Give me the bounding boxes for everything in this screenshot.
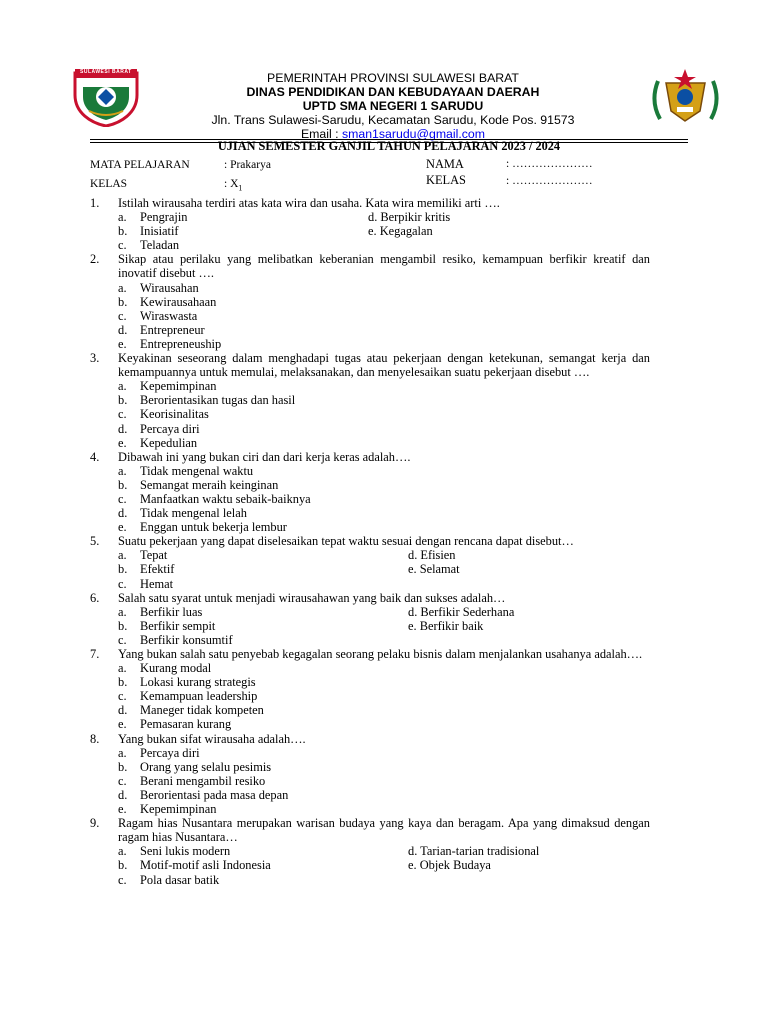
answer-option[interactable]: d. Berfikir Sederhana (408, 604, 515, 619)
question-number: 6. (90, 590, 100, 605)
education-logo (648, 67, 723, 129)
option-text: Maneger tidak kompeten (140, 703, 264, 718)
question-number: 1. (90, 196, 100, 210)
answer-option[interactable] (118, 788, 650, 802)
answer-option[interactable] (118, 703, 650, 717)
option-text: Semangat meraih keinginan (140, 477, 279, 492)
option-text: Berfikir sempit (140, 618, 216, 633)
option-text: Manfaatkan waktu sebaik-baiknya (140, 491, 311, 506)
subject-label: MATA PELAJARAN (90, 159, 190, 171)
answer-option[interactable]: d. Efisien (408, 548, 456, 563)
email-label: Email : (300, 127, 342, 141)
question-item (90, 816, 650, 886)
option-letter: c. (118, 689, 127, 704)
option-text: Entrepreneuship (140, 336, 222, 351)
answer-option[interactable] (118, 295, 650, 309)
option-letter: b. (118, 618, 128, 633)
question-item (90, 732, 650, 817)
option-text: Tidak mengenal lelah (140, 506, 247, 521)
answer-options (118, 548, 650, 590)
option-letter: c. (118, 872, 127, 887)
option-text: Berorientasi pada masa depan (140, 787, 289, 802)
answer-options (118, 605, 650, 647)
answer-option[interactable] (118, 520, 650, 534)
option-letter: c. (118, 407, 127, 422)
class-value: : $X_1$ (224, 178, 243, 193)
answer-option[interactable] (118, 633, 408, 647)
answer-option[interactable] (118, 492, 650, 506)
answer-option[interactable] (118, 210, 368, 224)
option-letter: b. (118, 675, 128, 690)
option-text: Kepedulian (140, 435, 198, 450)
answer-option[interactable] (118, 802, 650, 816)
class-subscript: 1 (238, 183, 243, 193)
option-letter: b. (118, 759, 128, 774)
option-text: Entrepreneur (140, 322, 205, 337)
option-text: Kemampuan leadership (140, 689, 258, 704)
option-letter: e. (118, 717, 127, 732)
option-letter: e. (118, 336, 127, 351)
answer-option[interactable] (118, 422, 650, 436)
answer-option[interactable] (118, 478, 650, 492)
option-letter: e. (118, 435, 127, 450)
answer-option[interactable]: d. Berpikir kritis (368, 210, 451, 225)
option-text: Kewirausahaan (140, 294, 217, 309)
option-letter: d. (118, 787, 128, 802)
answer-options (118, 379, 650, 449)
option-text: Teladan (140, 238, 180, 253)
option-text: Pengrajin (140, 210, 188, 225)
option-text: Hemat (140, 576, 174, 591)
option-text: Kurang modal (140, 661, 212, 676)
option-letter: c. (118, 238, 127, 253)
answer-option[interactable] (118, 323, 650, 337)
answer-option[interactable] (118, 873, 408, 887)
option-letter: d. (118, 421, 128, 436)
question-text: Dibawah ini yang bukan ciri dan dari kerja keras adalah…. (118, 449, 411, 464)
answer-option[interactable]: e. Kegagalan (368, 224, 433, 239)
option-letter: a. (118, 604, 127, 619)
answer-option[interactable] (118, 224, 368, 238)
subject-value: : Prakarya (224, 159, 271, 171)
question-text: Salah satu syarat untuk menjadi wirausahawan yang baik dan sukses adalah… (118, 590, 506, 605)
option-text: Efektif (140, 562, 175, 577)
government-title: PEMERINTAH PROVINSI SULAWESI BARAT (267, 71, 519, 85)
option-text: Orang yang selalu pesimis (140, 759, 272, 774)
option-text: Wiraswasta (140, 308, 198, 323)
province-logo (71, 67, 141, 127)
question-number: 8. (90, 731, 100, 746)
option-text: Berani mengambil resiko (140, 773, 266, 788)
option-letter: e. (118, 802, 127, 817)
answer-option[interactable] (118, 337, 650, 351)
answer-option[interactable] (118, 464, 650, 478)
option-letter: a. (118, 463, 127, 478)
question-item (90, 351, 650, 450)
question-text: Istilah wirausaha terdiri atas kata wira dan usaha. Kata wira memiliki arti …. (118, 196, 500, 210)
question-text: Yang bukan salah satu penyebab kegagalan seorang pelaku bisnis dalam menjalankan usahanya adalah…. (118, 647, 643, 661)
option-letter: b. (118, 858, 128, 873)
option-letter: c. (118, 773, 127, 788)
option-letter: a. (118, 661, 127, 676)
answer-option[interactable] (118, 407, 650, 421)
option-letter: d. (118, 506, 128, 521)
option-letter: b. (118, 393, 128, 408)
answer-options (118, 281, 650, 351)
option-letter: c. (118, 632, 127, 647)
answer-option[interactable] (118, 562, 408, 576)
option-letter: b. (118, 562, 128, 577)
answer-option[interactable] (118, 506, 650, 520)
option-text: Kepemimpinan (140, 802, 217, 817)
question-item (90, 647, 650, 732)
question-number: 4. (90, 449, 100, 464)
question-item (90, 534, 650, 590)
answer-option[interactable] (118, 238, 368, 252)
question-number: 3. (90, 351, 100, 366)
name-field[interactable]: : ………………… (506, 158, 593, 170)
department-title: DINAS PENDIDIKAN DAN KEBUDAYAAN DAERAH (246, 85, 540, 99)
answer-option[interactable] (118, 393, 650, 407)
question-number: 2. (90, 252, 100, 267)
question-list (90, 196, 650, 887)
question-text: Sikap atau perilaku yang melibatkan keberanian mengambil resiko, kemampuan berfikir kreatif dan inovatif disebut …. (118, 252, 650, 281)
option-letter: c. (118, 491, 127, 506)
answer-options (118, 844, 650, 886)
exam-title: UJIAN SEMESTER GANJIL TAHUN PELAJARAN 2023 / 2024 (217, 139, 561, 153)
option-letter: a. (118, 280, 127, 295)
answer-option[interactable]: e. Berfikir baik (408, 618, 484, 633)
email-link[interactable]: sman1sarudu@gmail.com (341, 127, 486, 141)
option-text: Pola dasar batik (140, 872, 220, 887)
question-text: Suatu pekerjaan yang dapat diselesaikan tepat waktu sesuai dengan rencana dapat disebut… (118, 534, 574, 549)
class2-field[interactable]: : ………………… (506, 175, 593, 187)
answer-option[interactable] (118, 436, 650, 450)
answer-options (118, 210, 650, 252)
question-item (90, 252, 650, 351)
school-address: Jln. Trans Sulawesi-Sarudu, Kecamatan Sarudu, Kode Pos. 91573 (211, 113, 575, 127)
option-text: Pemasaran kurang (140, 717, 232, 732)
option-text: Tepat (140, 548, 168, 563)
option-text: Motif-motif asli Indonesia (140, 858, 271, 873)
option-text: Percaya diri (140, 745, 200, 760)
option-letter: c. (118, 576, 127, 591)
option-letter: a. (118, 548, 127, 563)
answer-option[interactable] (118, 675, 650, 689)
option-letter: b. (118, 224, 128, 239)
class-label: KELAS (90, 178, 128, 190)
option-letter: a. (118, 745, 127, 760)
answer-option[interactable] (118, 605, 408, 619)
question-text: Yang bukan sifat wirausaha adalah…. (118, 731, 306, 746)
option-letter: d. (118, 703, 128, 718)
answer-option[interactable] (118, 548, 408, 562)
option-letter: b. (118, 294, 128, 309)
answer-option[interactable] (118, 858, 408, 872)
answer-options (118, 746, 650, 816)
option-text: Keorisinalitas (140, 407, 209, 422)
option-letter: a. (118, 379, 127, 394)
answer-option[interactable]: d. Tarian-tarian tradisional (408, 844, 540, 859)
answer-option[interactable] (118, 281, 650, 295)
answer-option[interactable]: e. Selamat (408, 562, 460, 577)
answer-option[interactable] (118, 577, 408, 591)
logo-text: SULAWESI BARAT (80, 69, 132, 75)
answer-option[interactable] (118, 746, 650, 760)
class2-label: KELAS (426, 173, 466, 187)
answer-option[interactable] (118, 717, 650, 731)
question-text: Ragam hias Nusantara merupakan warisan budaya yang kaya dan beragam. Apa yang dimaksud dengan ragam hias Nusantara… (118, 816, 650, 845)
option-text: Berfikir luas (140, 604, 203, 619)
answer-option[interactable] (118, 379, 650, 393)
answer-options (118, 661, 650, 731)
answer-option[interactable] (118, 844, 408, 858)
name-label: NAMA (426, 157, 464, 171)
option-text: Inisiatif (140, 224, 179, 239)
option-text: Lokasi kurang strategis (140, 675, 256, 690)
option-text: Wirausahan (140, 280, 199, 295)
answer-options (118, 464, 650, 534)
option-text: Berorientasikan tugas dan hasil (140, 393, 296, 408)
option-letter: b. (118, 477, 128, 492)
option-letter: a. (118, 210, 127, 225)
option-letter: e. (118, 520, 127, 535)
school-name: UPTD SMA NEGERI 1 SARUDU (302, 99, 484, 113)
question-number: 9. (90, 816, 100, 831)
question-item (90, 591, 650, 647)
option-text: Tidak mengenal waktu (140, 463, 254, 478)
question-number: 5. (90, 534, 100, 549)
answer-option[interactable] (118, 689, 650, 703)
option-text: Percaya diri (140, 421, 200, 436)
option-letter: d. (118, 322, 128, 337)
option-text: Seni lukis modern (140, 844, 231, 859)
question-text: Keyakinan seseorang dalam menghadapi tugas atau pekerjaan dengan ketekunan, semangat kerja dan kemampuannya untuk memulai, melaksanakan, dan menyelesaikan suatu pekerjaan disebut …. (118, 351, 650, 380)
option-text: Kepemimpinan (140, 379, 217, 394)
answer-option[interactable] (118, 774, 650, 788)
answer-option[interactable] (118, 661, 650, 675)
option-text: Berfikir konsumtif (140, 632, 233, 647)
question-number: 7. (90, 647, 100, 661)
letterhead (150, 71, 636, 141)
option-letter: c. (118, 308, 127, 323)
question-item (90, 196, 650, 252)
question-item (90, 450, 650, 535)
answer-option[interactable] (118, 619, 408, 633)
option-text: Enggan untuk bekerja lembur (140, 520, 287, 535)
option-letter: a. (118, 844, 127, 859)
answer-option[interactable] (118, 760, 650, 774)
answer-option[interactable]: e. Objek Budaya (408, 858, 491, 873)
answer-option[interactable] (118, 309, 650, 323)
